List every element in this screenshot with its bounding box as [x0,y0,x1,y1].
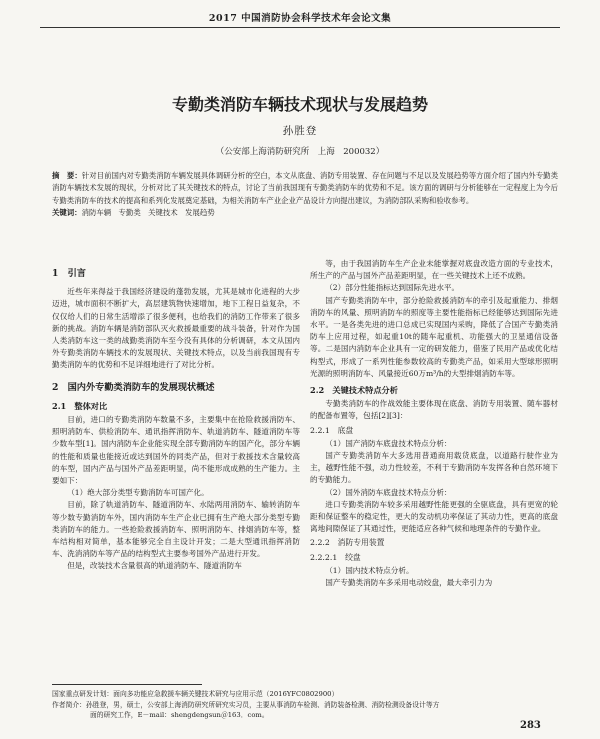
paragraph: 国产专勤类消防车大多选用普通商用载货底盘，以道路行驶作业为主，越野性能不强，动力性较差，不利于专勤消防车发挥各种自然环境下的专勤能力。 [310,451,558,485]
paragraph: （2）国外消防车底盘技术特点分析： [325,487,452,497]
page-number: 283 [520,720,541,731]
author-name: 孙胜登 [282,125,318,137]
author-affiliation: （公安部上海消防研究所 上海 200032） [215,147,385,157]
footnote-funding: 国家重点研发计划：面向多功能应急救援车辆关键技术研究与应用示范（2016YFC0802900） [52,690,339,698]
paragraph: 国产专勤类消防车多采用电动绞盘，最大牵引力为 [325,578,493,588]
running-header: 2017 中国消防协会科学技术年会论文集 [208,13,392,24]
section-2-1-heading: 2.1 整体对比 [52,400,108,411]
paragraph: 等，由于我国消防车生产企业未能掌握对底盘改造方面的专业技术，所生产的产品与国外产品差距明显，在一些关键技术上还不成熟。 [310,259,558,281]
paragraph: 近些年来得益于我国经济建设的蓬勃发展，尤其是城市化进程的大步迈进，城市面积不断扩大，高层建筑物快速增加，地下工程日益复杂，不仅仅给人们的日常生活增添了很多便利，也给我们的消防工作带来了很多新的挑战。消防车辆是消防部队灭火救援最重要的战斗装备，针对作为国人类消防车这一类的战勤类消防车至今没有具体的分析调研，本文从国内外专勤类消防车辆技术的发展现状、关键技术特点，以及当前我国现有专勤类消防车的优势和不足详细地进行了对比分析。 [52,287,300,370]
paragraph: 但是，改装技术含量很高的轨道消防车、隧道消防车 [67,561,242,571]
right-column [310,258,558,589]
header-rule [40,27,560,28]
keywords-line [52,207,558,219]
abstract-label: 摘 要： [52,171,82,180]
section-2-2-2-heading: 2.2.2 消防专用装置 [310,538,385,548]
paragraph: 国产专勤类消防车中，部分抢险救援消防车的牵引及起重能力、排烟消防车的风量、照明消防车的照度等主要性能指标已经能够达到国际先进水平。一是各类先进的进口总成已实现国内采购，降低了合国产专勤类消防车上应用过程，如起重10t的随车起重机、功能强大的卫星通信设备等。二是国内消防车企业具有一定的研发能力，借鉴了民用产品或优化结构型式，形成了一系列性能参数较高的专勤类产品，如采用大型球形照明光源的照明消防车、风量接近60万m³/h的大型排烟消防车等。 [310,295,558,378]
paper-title: 专勤类消防车辆技术现状与发展趋势 [171,95,428,114]
left-column [52,258,300,573]
paragraph: （1）国内技术特点分析。 [325,565,414,575]
abstract-paragraph [52,170,558,207]
paragraph: 目前，进口的专勤类消防车数量不多，主要集中在抢险救援消防车、照明消防车、供检消防车、通讯指挥消防车、轨道消防车、隧道消防车等少数车型[1]。国内消防车企业能实现全部专勤消防车的国产化，部分车辆的性能和质量也能接近或达到国外的同类产品，但对于救援技术含量较高的车型，国内产品与国外产品差距明显，尚不能形成成熟的生产能力。主要如下： [52,415,300,486]
abstract-block [52,170,558,220]
keywords-label: 关键词： [52,208,82,218]
section-1-heading: 1 引言 [52,268,86,279]
footnote [52,689,558,721]
abstract-text: 针对目前国内对专勤类消防车辆发展具体调研分析的空白，本文从底盘、消防专用装置、存在问题与不足以及发展趋势等方面介绍了国内外专勤类消防车辆技术发展的现状，分析对比了其关键技术的特点，讨论了当前我国现有专勤类消防车的优势和不足。该方面的调研与分析能够在一定程度上为今后专勤类消防车的技术的提高和系列化发展奠定基础，为相关消防车产业企业产品设计方向提出建议，为消防部队采购和验收参考。 [52,171,558,205]
section-2-heading: 2 国内外专勤类消防车的发展现状概述 [52,381,215,393]
paragraph: 进口专勤类消防车较多采用越野性能更强的全驱底盘，具有更宽的轮距和保证整车的稳定性，更大的发动机功率保证了其动力性，更高的底盘离地间隙保证了其通过性，更能适应各种气候和地理条件的专勤作业。 [310,499,558,534]
paragraph: （1）国产消防车底盘技术特点分析： [325,438,452,448]
paragraph: （2）部分性能指标达到国际先进水平。 [325,283,460,293]
paragraph: 专勤类消防车的作战效能主要体现在底盘、消防专用装置、随车器材的配备布置等，包括[2][3]： [310,399,558,421]
keywords-text: 消防车辆 专勤类 关键技术 发展趋势 [81,208,215,218]
footnote-author-bio-cont: 面的研究工作，E－mail：shengdengsun＠163．com。 [90,711,269,719]
section-2-2-heading: 2.2 关键技术特点分析 [310,385,398,396]
section-2-2-1-heading: 2.2.1 底盘 [310,425,354,435]
paragraph: 目前，除了轨道消防车、隧道消防车、水陆两用消防车、输转消防车等少数专勤消防车外，国内消防车生产企业已拥有生产绝大部分类型专勤类消防车的能力。一些抢险救援消防车、照明消防车、排烟消防车等，整车结构相对简单，基本能够完全自主设计开发；二是大型通讯指挥消防车、洗消消防车等产品的结构型式主要参考国外产品进行开发。 [52,500,300,559]
footnote-rule [52,684,202,685]
footnote-author-bio: 作者简介：孙胜登，男，硕士，公安部上海消防研究所研究实习员，主要从事消防车检测、消防装备检测、消防检测设备设计等方 [52,700,440,709]
paragraph: （1）绝大部分类型专勤消防车可国产化。 [67,488,209,498]
section-2-2-2-1-heading: 2.2.2.1 绞盘 [310,552,361,562]
